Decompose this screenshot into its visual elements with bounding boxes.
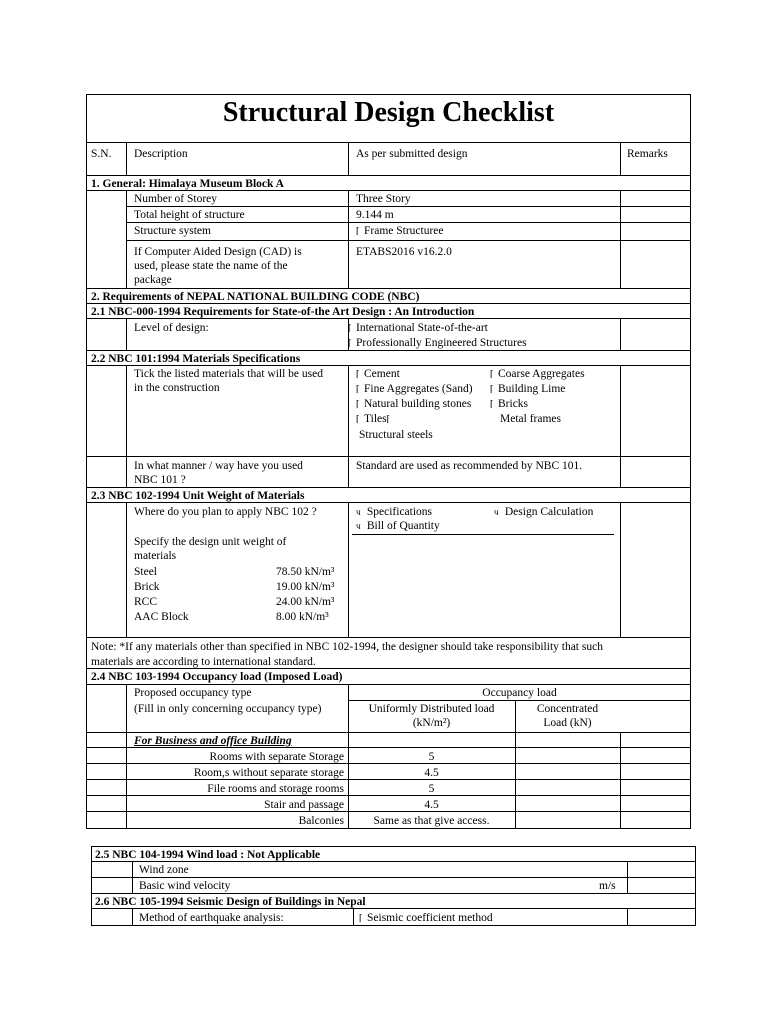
section-heading: 2.3 NBC 102-1994 Unit Weight of Materials: [91, 490, 305, 502]
conc-header: Load (kN): [543, 717, 592, 729]
field-label: If Computer Aided Design (CAD) is: [134, 246, 302, 258]
material-option: ⌈ Cement: [356, 368, 400, 380]
page-title: Structural Design Checklist: [222, 97, 555, 128]
weight-value: 19.00 kN/m³: [276, 581, 335, 593]
weight-name: Steel: [134, 566, 157, 578]
field-label: Level of design:: [134, 322, 209, 334]
material-option: Structural steels: [359, 429, 433, 441]
field-value: Three Story: [356, 193, 411, 205]
field-label: Structure system: [134, 225, 211, 237]
field-label: (Fill in only concerning occupancy type): [134, 703, 322, 715]
field-label: Number of Storey: [134, 193, 218, 205]
weight-name: Brick: [134, 581, 160, 593]
table-border: [86, 828, 691, 829]
field-label: Tick the listed materials that will be used: [134, 368, 323, 380]
field-label: In what manner / way have you used: [134, 460, 303, 472]
field-value: Standard are used as recommended by NBC 101.: [356, 460, 583, 472]
apply-option: ч Specifications: [356, 506, 433, 518]
weight-name: RCC: [134, 596, 158, 608]
occupancy-row-udl: 4.5: [424, 767, 439, 779]
occupancy-row-name: Rooms with separate Storage: [209, 751, 344, 763]
field-value: 9.144 m: [356, 209, 394, 221]
occupancy-row-name: File rooms and storage rooms: [207, 783, 344, 795]
field-label: used, please state the name of the: [134, 260, 288, 272]
section-heading: 2.5 NBC 104-1994 Wind load : Not Applicable: [95, 849, 321, 861]
header-remarks: Remarks: [627, 148, 668, 160]
table-border: [690, 94, 691, 828]
occupancy-row-name: Room,s without separate storage: [193, 767, 344, 779]
header-description: Description: [134, 148, 188, 160]
field-label: package: [134, 274, 172, 286]
field-label: Proposed occupancy type: [134, 687, 252, 699]
material-option: ⌈ Bricks: [490, 398, 529, 410]
field-label: materials: [134, 550, 177, 562]
material-option: Metal frames: [500, 413, 561, 425]
field-label: NBC 101 ?: [134, 474, 186, 486]
apply-option: ч Design Calculation: [494, 506, 594, 518]
weight-value: 8.00 kN/m³: [276, 611, 329, 623]
material-option: ⌈ Natural building stones: [356, 398, 472, 410]
field-value: ⌈ Frame Structuree: [356, 225, 444, 237]
option: ⌈ Professionally Engineered Structures: [348, 337, 527, 349]
field-label: Total height of structure: [134, 209, 245, 221]
material-option: ⌈ Coarse Aggregates: [490, 368, 585, 380]
table-border: [86, 94, 691, 95]
conc-header: Concentrated: [536, 703, 599, 715]
weight-value: 24.00 kN/m³: [276, 596, 335, 608]
occupancy-load-header: Occupancy load: [482, 687, 557, 699]
udl-header: (kN/m²): [412, 717, 451, 729]
section-heading: 1. General: Himalaya Museum Block A: [91, 178, 284, 190]
field-label: in the construction: [134, 382, 220, 394]
weight-name: AAC Block: [134, 611, 189, 623]
field-label: Specify the design unit weight of: [134, 536, 287, 548]
header-sn: S.N.: [91, 148, 112, 160]
note-text: Note: *If any materials other than specified in NBC 102-1994, the designer should take responsibility that such: [91, 641, 603, 653]
apply-option: ч Bill of Quantity: [356, 520, 440, 532]
unit-label: m/s: [599, 880, 616, 892]
option: ⌈ International State-of-the-art: [348, 322, 488, 334]
field-label: Method of earthquake analysis:: [139, 912, 284, 924]
field-value: ETABS2016 v16.2.0: [356, 246, 452, 258]
weight-value: 78.50 kN/m³: [276, 566, 335, 578]
field-value: ⌈ Seismic coefficient method: [359, 912, 493, 924]
note-text: materials are according to international standard.: [91, 656, 316, 668]
material-option: ⌈ Building Lime: [490, 383, 566, 395]
occupancy-row-udl: 5: [428, 783, 435, 795]
section-heading: 2.6 NBC 105-1994 Seismic Design of Buildings in Nepal: [95, 896, 366, 908]
section-heading: 2. Requirements of NEPAL NATIONAL BUILDING CODE (NBC): [91, 291, 420, 303]
field-label: Where do you plan to apply NBC 102 ?: [134, 506, 317, 518]
occupancy-row-udl: Same as that give access.: [373, 815, 490, 827]
section-heading: 2.4 NBC 103-1994 Occupancy load (Imposed Load): [91, 671, 343, 683]
udl-header: Uniformly Distributed load: [368, 703, 495, 715]
field-label: Basic wind velocity: [139, 880, 231, 892]
material-option: ⌈ Fine Aggregates (Sand): [356, 383, 473, 395]
occupancy-row-name: Balconies: [298, 815, 344, 827]
occupancy-category: For Business and office Building: [134, 735, 292, 747]
occupancy-row-name: Stair and passage: [264, 799, 344, 811]
material-option: ⌈ Tiles⌈: [356, 413, 391, 425]
field-label: Wind zone: [139, 864, 189, 876]
header-design: As per submitted design: [356, 148, 468, 160]
section-heading: 2.1 NBC-000-1994 Requirements for State-of-the Art Design : An Introduction: [91, 306, 475, 318]
table-border: [86, 94, 87, 828]
occupancy-row-udl: 4.5: [424, 799, 439, 811]
occupancy-row-udl: 5: [428, 751, 435, 763]
section-heading: 2.2 NBC 101:1994 Materials Specifications: [91, 353, 301, 365]
